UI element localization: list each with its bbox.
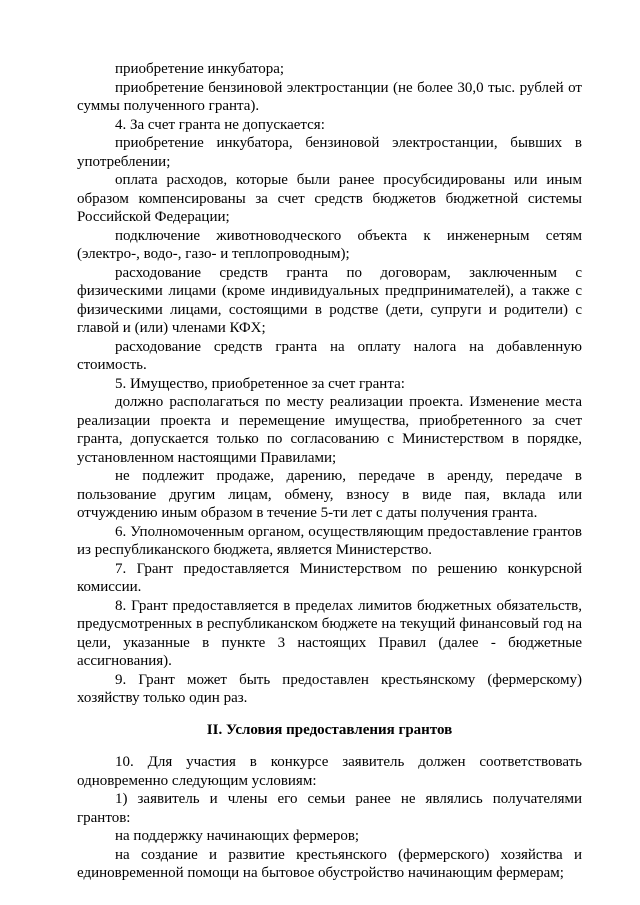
document-page [77, 60, 582, 883]
paragraph: приобретение инкубатора, бензиновой электростанции, бывших в употреблении; [77, 135, 582, 170]
paragraph: расходование средств гранта по договорам, заключенным с физическими лицами (кроме индивидуальных предпринимателей), а также с физическими лицами, состоящими в родстве (дети, супруги и родители) с главой и (или) членами КФХ; [77, 264, 582, 336]
paragraph: подключение животноводческого объекта к инженерным сетям (электро-, водо-, газо- и теплопроводным); [77, 227, 582, 262]
paragraph: должно располагаться по месту реализации проекта. Изменение места реализации проекта и перемещение имущества, приобретенного за счет гранта, допускается только по согласованию с Министерством в порядке, установленном настоящими Правилами; [77, 394, 582, 466]
paragraph: расходование средств гранта на оплату налога на добавленную стоимость. [77, 338, 582, 373]
paragraph: не подлежит продаже, дарению, передаче в аренду, передаче в пользование другим лицам, обмену, взносу в виде пая, вклада или отчуждению иным образом в течение 5-ти лет с даты получения гранта. [77, 468, 582, 521]
paragraph: оплата расходов, которые были ранее просубсидированы или иным образом компенсированы за счет средств бюджетов бюджетной системы Российской Федерации; [77, 172, 582, 225]
paragraph: 8. Грант предоставляется в пределах лимитов бюджетных обязательств, предусмотренных в республиканском бюджете на текущий финансовый год на цели, указанные в пункте 3 настоящих Правил (далее - бюджетные ассигнования). [77, 597, 582, 669]
paragraph: 5. Имущество, приобретенное за счет гранта: [115, 375, 405, 392]
paragraph: на поддержку начинающих фермеров; [115, 828, 360, 844]
paragraph: приобретение инкубатора; [115, 61, 285, 77]
paragraph: 10. Для участия в конкурсе заявитель должен соответствовать одновременно следующим условиям: [77, 754, 582, 789]
paragraph: на создание и развитие крестьянского (фермерского) хозяйства и единовременной помощи на бытовое обустройство начинающим фермерам; [77, 846, 582, 881]
paragraph: 9. Грант может быть предоставлен крестьянскому (фермерскому) хозяйству только один раз. [77, 671, 582, 706]
paragraph: 6. Уполномоченным органом, осуществляющим предоставление грантов из республиканского бюджета, является Министерство. [77, 523, 582, 558]
paragraph: 1) заявитель и члены его семьи ранее не являлись получателями грантов: [77, 791, 582, 826]
paragraph: приобретение бензиновой электростанции (не более 30,0 тыс. рублей от суммы полученного гранта). [77, 79, 582, 114]
paragraph: 7. Грант предоставляется Министерством по решению конкурсной комиссии. [77, 560, 582, 595]
section-heading: II. Условия предоставления грантов [206, 721, 453, 738]
paragraph: 4. За счет гранта не допускается: [115, 116, 325, 133]
